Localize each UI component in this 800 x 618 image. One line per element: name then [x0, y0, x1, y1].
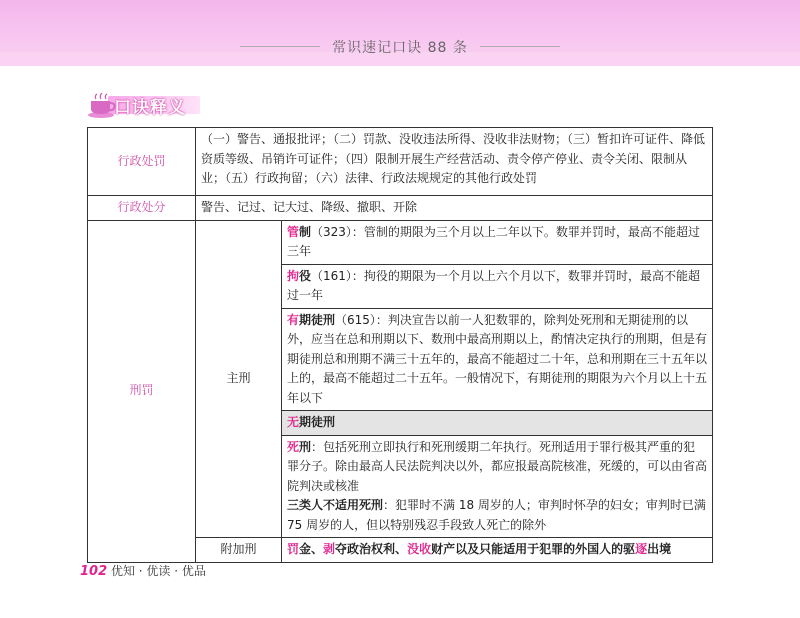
fujia-part10: 出境: [647, 542, 672, 556]
guanzhi-head-char1: 管: [287, 224, 300, 239]
juyi-head-char1: 拘: [287, 268, 300, 283]
row-content-xingzheng-chufen: 警告、记过、记大过、降级、撤职、开除: [196, 196, 713, 221]
fujia-part4: 夺政治权利、: [335, 542, 408, 556]
table-row: [88, 128, 713, 196]
row-label-xingfa: 刑罚: [88, 220, 196, 562]
fujia-part1: 罚: [287, 542, 300, 556]
cell-guanzhi: [282, 220, 713, 264]
page-number: 102: [80, 564, 108, 579]
fujia-part3: 剥: [323, 542, 336, 556]
cell-sixing: [282, 435, 713, 538]
fujia-part2: 金、: [299, 542, 324, 556]
fujia-part5: 没收: [407, 542, 432, 556]
fujia-part9: 逐: [635, 542, 648, 556]
juyi-head-char2: 役: [299, 268, 312, 283]
wuqi-head-char1: 无: [287, 415, 300, 429]
juyi-text: （161）：拘役的期限为一个月以上六个月以下，数罪并罚时，最高不能超过一年: [287, 268, 700, 302]
row-label-xingzheng-chufen: 行政处分: [88, 196, 196, 221]
cell-wuqi-tuxing: [282, 411, 713, 436]
youqi-text: （615）：判决宣告以前一人犯数罪的，除判处死刑和无期徒刑的以外，应当在总和刑期以下、数刑中最高刑期以上，酌情决定执行的刑期，但是有期徒刑总和刑期不满三十五年的，最高不能超过二十年，总和刑期在三十五年以上的，最高不能超过二十五年。一般情况下，有期徒刑的期限为六个月以上十五年以下: [287, 312, 708, 405]
section-title: 口诀释义: [114, 98, 186, 118]
section-heading: [86, 92, 202, 120]
youqi-head-char1: 有: [287, 312, 300, 327]
cell-fujiaxing: [282, 538, 713, 563]
page-footer: [80, 562, 206, 579]
youqi-head-rest: 期徒刑: [299, 312, 336, 327]
table-row: [88, 196, 713, 221]
guanzhi-head-char2: 制: [299, 224, 312, 239]
main-penalty-label: 主刑: [196, 220, 282, 538]
fujia-part7: 以及只能适用于犯罪的外国人的: [455, 542, 624, 556]
guanzhi-text: （323）：管制的期限为三个月以上二年以下。数罪并罚时，最高不能超过三年: [287, 224, 700, 258]
row-content-xingzheng-chufa: （一）警告、通报批评；（二）罚款、没收违法所得、没收非法财物；（三）暂扣许可证件、降低资质等级、吊销许可证件；（四）限制开展生产经营活动、责令停产停业、责令关闭、限制从业；（五）行政拘留；（六）法律、行政法规规定的其他行政处罚: [196, 128, 713, 196]
extra-penalty-label: 附加刑: [196, 538, 282, 563]
footer-slogan: 优知 · 优读 · 优品: [110, 564, 206, 578]
running-header-title: 常识速记口诀 88 条: [332, 40, 468, 56]
sixing-head-char1: 死: [287, 439, 300, 454]
cell-juyi: [282, 264, 713, 308]
definition-table: [87, 127, 713, 563]
sixing-exception-head: 三类人不适用死刑: [287, 498, 384, 512]
sixing-text: ：包括死刑立即执行和死刑缓期二年执行。死刑适用于罪行极其严重的犯罪分子。除由最高人民法院判决以外，都应报最高院核准，死缓的，可以由省高院判决或核准: [287, 439, 708, 493]
fujia-part6: 财产: [431, 542, 456, 556]
fujia-part8: 驱: [623, 542, 636, 556]
cell-youqi-tuxing: [282, 308, 713, 411]
wuqi-head-rest: 期徒刑: [299, 415, 336, 429]
sixing-exception-text: ：犯罪时不满 18 周岁的人；审判时怀孕的妇女；审判时已满 75 周岁的人，但以特别残忍手段致人死亡的除外: [287, 498, 706, 532]
row-label-xingzheng-chufa: 行政处罚: [88, 128, 196, 196]
sixing-head-char2: 刑: [299, 439, 312, 454]
table-row: [88, 220, 713, 264]
